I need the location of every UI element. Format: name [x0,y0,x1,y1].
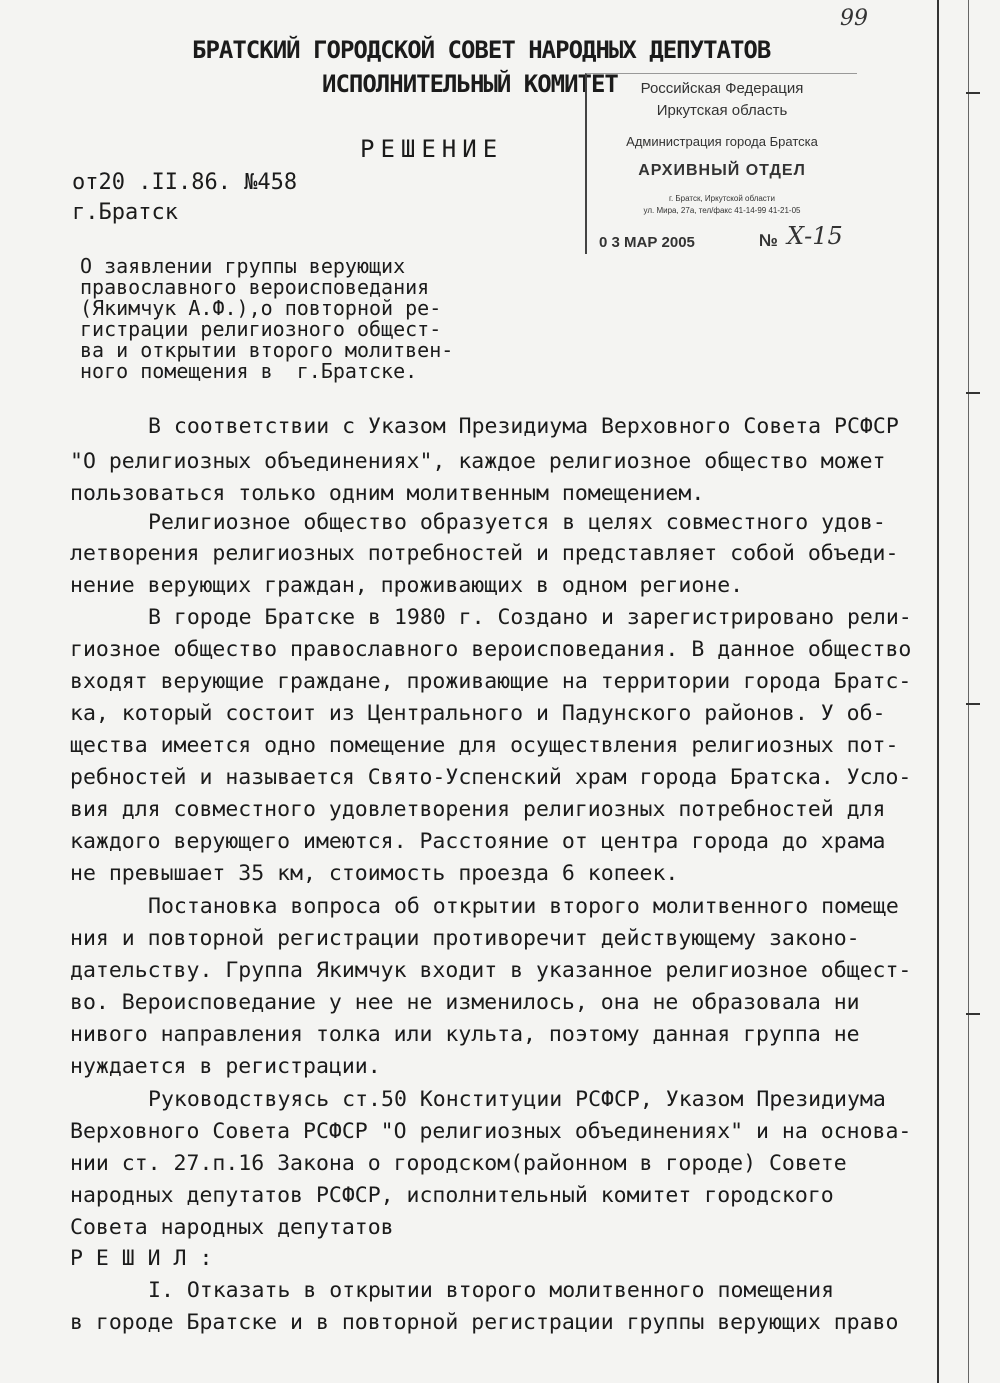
stamp-number-label: № [759,231,778,250]
binding-mark [966,1013,980,1015]
subject-line: ного помещения в г.Братске. [80,359,418,383]
body-line: ребностей и называется Свято-Успенский храм города Братска. Усло- [70,765,912,790]
body-line: Верховного Совета РСФСР "О религиозных объединениях" и на основа- [70,1119,912,1144]
body-line: летворения религиозных потребностей и представляет собой объеди- [70,541,899,566]
body-line: гиозное общество православного вероисповедания. В данное общество [70,637,912,662]
subject-line: гистрации религиозного общест- [80,317,442,341]
stamp-admin: Администрация города Братска [626,134,818,149]
binding-mark [966,92,980,94]
binding-mark [966,703,980,705]
body-line: входят верующие граждане, проживающие на территории города Братс- [70,669,912,694]
decision-subject [80,256,453,382]
decision-place: г.Братск [72,200,178,225]
subject-line: православного вероисповедания [80,275,430,299]
body-line: вия для совместного удовлетворения религиозных потребностей для [70,797,886,822]
subject-line: ва и открытии второго молитвен- [80,338,454,362]
body-line: пользоваться только одним молитвенным помещением. [70,481,705,506]
stamp-country: Российская Федерация [640,80,804,97]
body-line: Религиозное общество образуется в целях совместного удов- [148,510,886,535]
subject-line: О заявлении группы верующих [80,254,406,278]
body-line: ния и повторной регистрации противоречит действующему законо- [70,926,860,951]
stamp-department: АРХИВНЫЙ ОТДЕЛ [638,162,806,179]
body-line: I. Отказать в открытии второго молитвенного помещения [148,1278,835,1303]
header-council: БРАТСКИЙ ГОРОДСКОЙ СОВЕТ НАРОДНЫХ ДЕПУТАТОВ [192,36,771,64]
decision-date-number: от20 .II.86. №458 [72,170,298,195]
body-line: Постановка вопроса об открытии второго молитвенного помеще [148,894,899,919]
page-edge-line-outer [968,0,969,1383]
stamp-date: 0 3 МАР 2005 [599,234,695,251]
stamp-address: ул. Мира, 27а, тел/факс 41-14-99 41-21-05 [643,206,801,215]
body-line: ка, который состоит из Центрального и Падунского районов. У об- [70,701,886,726]
body-line: дательству. Группа Якимчук входит в указанное религиозное общест- [70,958,912,983]
body-line: Руководствуясь ст.50 Конституции РСФСР, Указом Президиума [148,1087,886,1112]
body-line: народных депутатов РСФСР, исполнительный комитет городского [70,1183,834,1208]
body-line: в городе Братске и в повторной регистрации группы верующих право [70,1310,899,1335]
body-line: щества имеется одно помещение для осуществления религиозных пот- [70,733,899,758]
body-line: каждого верующего имеются. Расстояние от центра города до храма [70,829,886,854]
body-line: нивого направления толка или культа, поэтому данная группа не [70,1022,860,1047]
document-title: РЕШЕНИЕ [360,135,504,163]
body-line: нуждается в регистрации. [70,1054,381,1079]
subject-line: (Якимчук А.Ф.),о повторной ре- [80,296,442,320]
body-line: В соответствии с Указом Президиума Верховного Совета РСФСР [148,414,899,439]
binding-mark [966,392,980,394]
page-edge-line [937,0,939,1383]
body-line: во. Вероисповедание у нее не изменилось, она не образовала ни [70,990,860,1015]
body-line: Совета народных депутатов [70,1215,394,1240]
header-committee: ИСПОЛНИТЕЛЬНЫЙ КОМИТЕТ [322,70,618,98]
stamp-region: Иркутская область [656,102,788,119]
body-line: В городе Братске в 1980 г. Создано и зарегистрировано рели- [148,605,912,630]
resolution-heading: Р Е Ш И Л : [70,1246,213,1271]
body-line: "О религиозных объединениях", каждое религиозное общество может [70,449,886,474]
archive-stamp [585,73,857,254]
body-line: не превышает 35 км, стоимость проезда 6 копеек. [70,861,679,886]
stamp-city: г. Братск, Иркутской области [669,194,775,203]
archive-page-number: 99 [840,6,868,31]
body-line: нии ст. 27.п.16 Закона о городском(районном в городе) Совете [70,1151,847,1176]
body-line: нение верующих граждан, проживающих в одном регионе. [70,573,744,598]
stamp-number: Х-15 [787,222,843,250]
